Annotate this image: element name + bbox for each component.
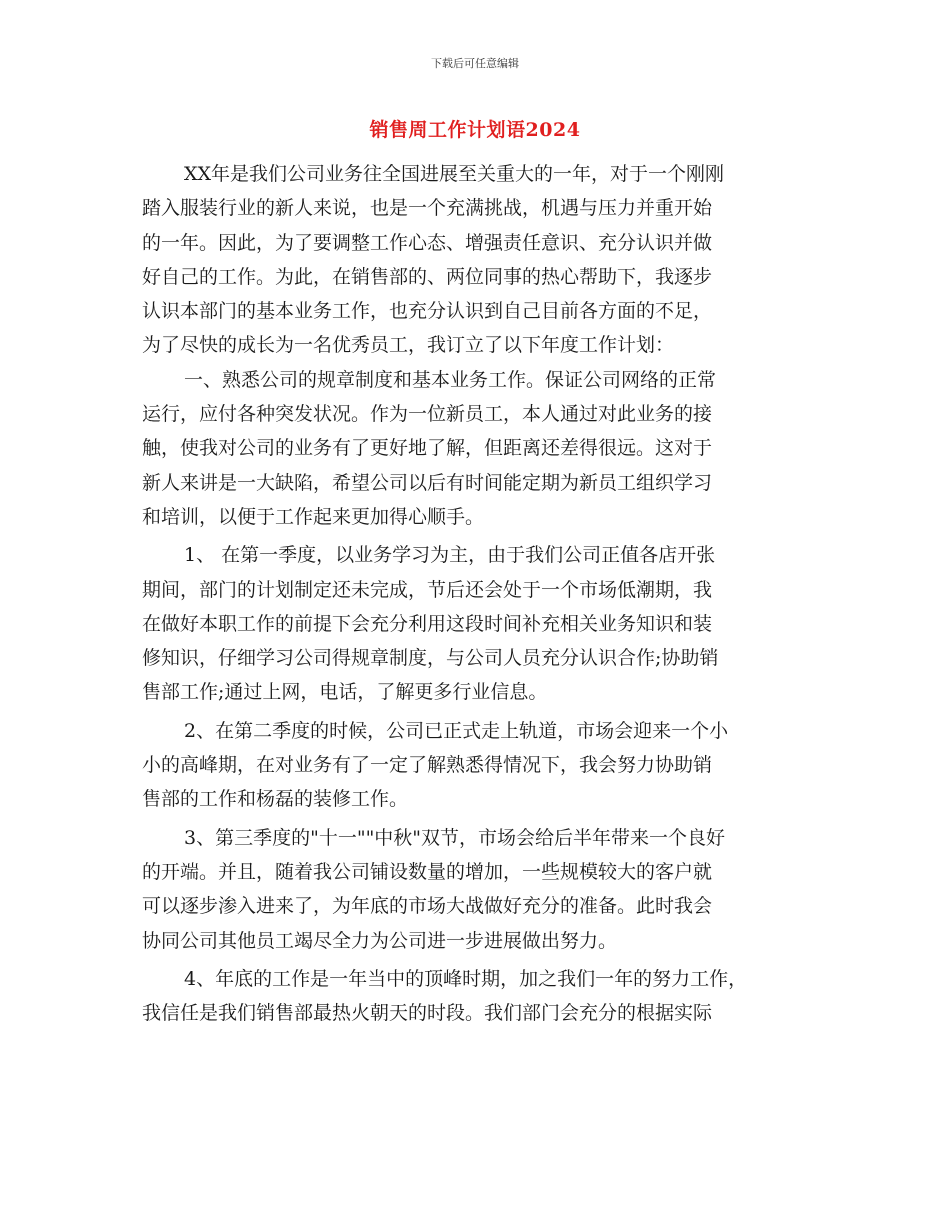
text-line: 运行，应付各种突发状况。作为一位新员工，本人通过对此业务的接	[142, 403, 713, 426]
text-line: 修知识，仔细学习公司得规章制度，与公司人员充分认识合作;协助销	[142, 647, 719, 670]
text-line: 的开端。并且，随着我公司铺设数量的增加，一些规模较大的客户就	[142, 860, 713, 883]
header-note: 下载后可任意编辑	[431, 57, 519, 70]
text-line: 认识本部门的基本业务工作，也充分认识到自己目前各方面的不足，	[142, 300, 713, 323]
document-title: 销售周工作计划语2024	[369, 119, 581, 141]
text-line: 售部的工作和杨磊的装修工作。	[142, 788, 409, 811]
text-line: 新人来讲是一大缺陷，希望公司以后有时间能定期为新员工组织学习	[142, 471, 713, 494]
text-line: 3、第三季度的"十一""中秋"双节，市场会给后半年带来一个良好	[184, 826, 726, 849]
text-line: 1、 在第一季度，以业务学习为主，由于我们公司正值各店开张	[184, 544, 716, 567]
text-line: 小的高峰期，在对业务有了一定了解熟悉得情况下，我会努力协助销	[142, 754, 713, 777]
text-line: 的一年。因此，为了要调整工作心态、增强责任意识、充分认识并做	[142, 231, 713, 254]
text-line: 4、年底的工作是一年当中的顶峰时期，加之我们一年的努力工作，	[184, 967, 748, 990]
text-line: 为了尽快的成长为一名优秀员工，我订立了以下年度工作计划：	[142, 334, 675, 357]
text-line: 协同公司其他员工竭尽全力为公司进一步进展做出努力。	[142, 929, 618, 952]
text-line: 好自己的工作。为此，在销售部的、两位同事的热心帮助下，我逐步	[142, 265, 713, 288]
text-line: 踏入服装行业的新人来说，也是一个充满挑战，机遇与压力并重开始	[142, 197, 713, 220]
text-line: 和培训，以便于工作起来更加得心顺手。	[142, 505, 485, 528]
text-line: 可以逐步渗入进来了，为年底的市场大战做好充分的准备。此时我会	[142, 895, 713, 918]
document-body	[142, 157, 817, 1030]
text-line: XX年是我们公司业务往全国进展至关重大的一年，对于一个刚刚	[184, 163, 725, 185]
text-line: 2、在第二季度的时候，公司已正式走上轨道，市场会迎来一个小	[184, 719, 729, 742]
text-line: 在做好本职工作的前提下会充分利用这段时间补充相关业务知识和装	[142, 612, 713, 635]
text-line: 触，使我对公司的业务有了更好地了解，但距离还差得很远。这对于	[142, 437, 713, 460]
text-line: 期间，部门的计划制定还未完成，节后还会处于一个市场低潮期，我	[142, 578, 713, 601]
text-line: 一、熟悉公司的规章制度和基本业务工作。保证公司网络的正常	[184, 368, 717, 391]
text-line: 我信任是我们销售部最热火朝天的时段。我们部门会充分的根据实际	[142, 1002, 713, 1025]
text-line: 售部工作;通过上网，电话，了解更多行业信息。	[142, 681, 548, 704]
